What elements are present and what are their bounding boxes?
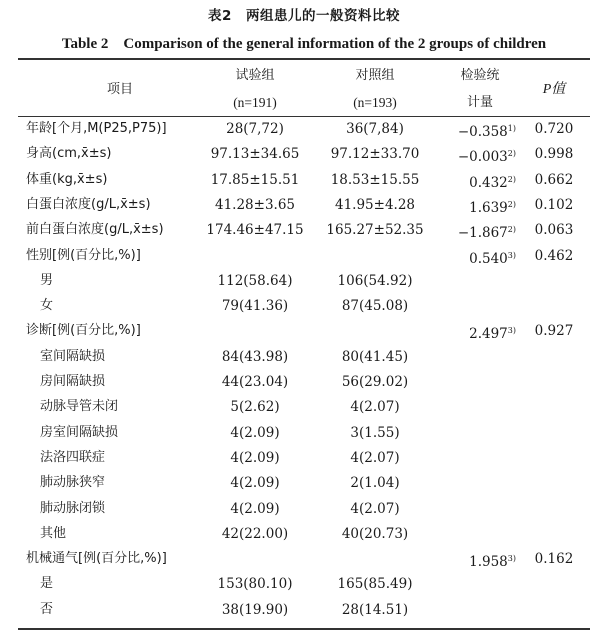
cell-group1: 44(23.04) <box>221 374 289 390</box>
cell-group2: 97.12±33.70 <box>330 146 420 162</box>
cell-group1: 4(2.09) <box>230 425 280 441</box>
stat-value: 1.958 <box>469 554 508 570</box>
cell-group1: 17.85±15.51 <box>210 172 300 188</box>
cell-stat <box>440 323 516 342</box>
row-label: 男 <box>40 273 54 288</box>
row-label: 女 <box>40 298 54 313</box>
stat-footnote: 2) <box>507 200 516 209</box>
cell-group2: 4(2.07) <box>350 399 400 415</box>
stat-footnote: 3) <box>507 554 516 563</box>
cell-group1: 4(2.09) <box>230 475 280 491</box>
stat-value: −0.358 <box>457 124 508 140</box>
cell-group1: 97.13±34.65 <box>210 146 300 162</box>
cell-group2: 2(1.04) <box>350 475 400 491</box>
row-label: 年龄[个月,M(P25,P75)] <box>26 121 167 136</box>
cell-group1: 174.46±47.15 <box>206 222 304 238</box>
stat-footnote: 2) <box>507 225 516 234</box>
stat-value: 0.540 <box>469 251 508 267</box>
cell-stat <box>440 197 516 216</box>
row-label: 室间隔缺损 <box>40 349 106 364</box>
cell-group2: 56(29.02) <box>341 374 409 390</box>
cell-group2: 165.27±52.35 <box>326 222 424 238</box>
cell-group1: 4(2.09) <box>230 501 280 517</box>
cell-stat <box>440 248 516 267</box>
cell-group1: 153(80.10) <box>217 576 293 592</box>
cell-pvalue: 0.462 <box>534 248 574 264</box>
cell-group1: 42(22.00) <box>221 526 289 542</box>
stat-value: 2.497 <box>469 326 508 342</box>
stat-value: −1.867 <box>457 225 508 241</box>
cell-group2: 36(7,84) <box>346 121 404 137</box>
cell-group2: 80(41.45) <box>341 349 409 365</box>
cell-group1: 5(2.62) <box>230 399 280 415</box>
cell-group1: 84(43.98) <box>221 349 289 365</box>
header-pvalue: P值 <box>542 82 566 97</box>
row-label: 机械通气[例(百分比,%)] <box>26 551 167 566</box>
cell-stat <box>440 222 516 241</box>
stat-value: 1.639 <box>469 200 508 216</box>
row-label: 是 <box>40 576 54 591</box>
header-item: 项目 <box>106 82 133 97</box>
table-title-cn: 表2 两组患儿的一般资料比较 <box>208 8 400 24</box>
header-group1-n: (n=191) <box>233 95 277 110</box>
row-label: 性别[例(百分比,%)] <box>26 248 141 263</box>
row-label: 肺动脉闭锁 <box>40 501 106 516</box>
cell-group2: 87(45.08) <box>341 298 409 314</box>
cell-group2: 165(85.49) <box>337 576 413 592</box>
row-label: 诊断[例(百分比,%)] <box>26 323 141 338</box>
cell-pvalue: 0.162 <box>534 551 574 567</box>
row-label: 房间隔缺损 <box>40 374 106 389</box>
cell-group1: 4(2.09) <box>230 450 280 466</box>
cell-group2: 106(54.92) <box>337 273 413 289</box>
bottom-rule <box>18 628 590 630</box>
stat-value: −0.003 <box>457 149 508 165</box>
stat-footnote: 3) <box>507 326 516 335</box>
cell-group2: 3(1.55) <box>350 425 400 441</box>
top-rule <box>18 58 590 60</box>
row-label: 否 <box>40 602 54 617</box>
cell-pvalue: 0.102 <box>534 197 574 213</box>
cell-group2: 4(2.07) <box>350 501 400 517</box>
cell-group2: 18.53±15.55 <box>330 172 420 188</box>
cell-group1: 79(41.36) <box>221 298 289 314</box>
stat-footnote: 2) <box>507 149 516 158</box>
row-label: 体重(kg,x̄±s) <box>26 172 108 187</box>
cell-stat <box>440 146 516 165</box>
header-rule <box>18 116 590 117</box>
stat-footnote: 2) <box>507 175 516 184</box>
row-label: 法洛四联症 <box>40 450 106 465</box>
stat-footnote: 3) <box>507 251 516 260</box>
stat-footnote: 1) <box>507 124 516 133</box>
cell-stat <box>440 121 516 140</box>
row-label: 身高(cm,x̄±s) <box>26 146 112 161</box>
header-stat-line1: 检验统 <box>460 68 500 83</box>
header-group2: 对照组 <box>355 68 395 83</box>
cell-group1: 112(58.64) <box>217 273 293 289</box>
cell-group2: 41.95±4.28 <box>334 197 416 213</box>
row-label: 动脉导管未闭 <box>40 399 119 414</box>
row-label: 肺动脉狭窄 <box>40 475 106 490</box>
header-group1: 试验组 <box>235 68 275 83</box>
table-title-en: Table 2 Comparison of the general information of the 2 groups of children <box>61 36 547 52</box>
cell-pvalue: 0.927 <box>534 323 574 339</box>
cell-group1: 28(7,72) <box>226 121 284 137</box>
row-label: 房室间隔缺损 <box>40 425 119 440</box>
row-label: 白蛋白浓度(g/L,x̄±s) <box>26 197 151 212</box>
cell-pvalue: 0.063 <box>534 222 574 238</box>
stat-value: 0.432 <box>469 175 508 191</box>
cell-group2: 28(14.51) <box>341 602 409 618</box>
cell-group2: 4(2.07) <box>350 450 400 466</box>
cell-stat <box>440 551 516 570</box>
cell-pvalue: 0.662 <box>534 172 574 188</box>
cell-group2: 40(20.73) <box>341 526 409 542</box>
cell-group1: 41.28±3.65 <box>214 197 296 213</box>
cell-group1: 38(19.90) <box>221 602 289 618</box>
cell-stat <box>440 172 516 191</box>
header-stat-line2: 计量 <box>466 95 493 110</box>
cell-pvalue: 0.720 <box>534 121 574 137</box>
header-group2-n: (n=193) <box>353 95 397 110</box>
row-label: 其他 <box>40 526 67 541</box>
cell-pvalue: 0.998 <box>534 146 574 162</box>
row-label: 前白蛋白浓度(g/L,x̄±s) <box>26 222 164 237</box>
